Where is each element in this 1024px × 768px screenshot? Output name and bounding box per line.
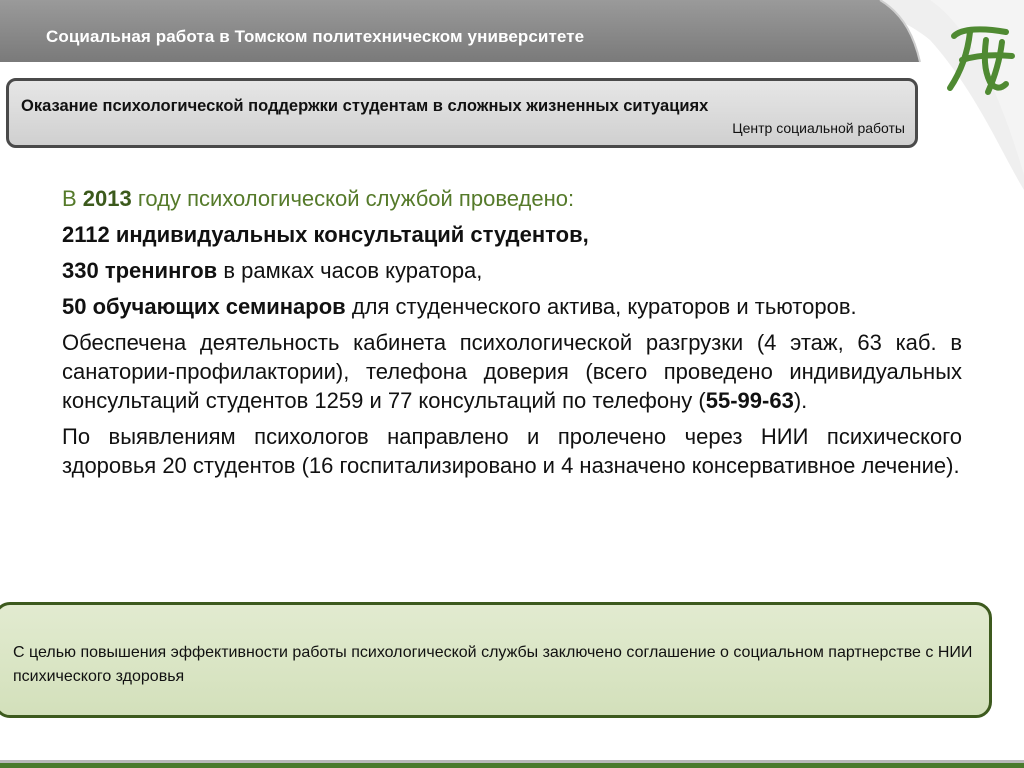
footer-line-green [0,763,1024,768]
intro-line [62,184,962,213]
logo-text: ТПУ [980,70,983,71]
seminars-count: 50 обучающих семинаров [62,294,346,319]
office-paragraph [62,328,962,415]
office-text-end: ). [793,388,808,413]
partnership-note-text: С целью повышения эффективности работы психологической службы заключено соглашение о социальном партнерстве с НИИ психического здоровья [13,644,973,685]
trainings-count: 330 тренингов [62,258,218,283]
intro-pre: В [62,186,83,211]
trainings-line [62,256,962,285]
consultations-count: 2112 индивидуальных консультаций студентов, [62,222,589,247]
subtitle-department: Центр социальной работы [732,120,905,136]
intro-post: году психологической службой проведено: [131,186,575,211]
main-content [62,184,962,487]
subtitle-main: Оказание психологической поддержки студентам в сложных жизненных ситуациях [21,97,709,115]
trainings-rest: в рамках часов куратора, [217,258,483,283]
tpu-logo [940,22,1020,98]
partnership-note-box [0,602,992,718]
seminars-rest: для студенческого актива, кураторов и тьюторов. [345,294,857,319]
consultations-line [62,220,962,249]
office-text: Обеспечена деятельность кабинета психологической разгрузки (4 этаж, 63 каб. в санатории-профилактории), телефона доверия (всего проведено индивидуальных консультаций студентов 1259 и 77 консультаций по телефону ( [62,330,962,413]
referrals-paragraph: По выявлениям психологов направлено и пролечено через НИИ психического здоровья 20 студентов (16 госпитализировано и 4 назначено консервативное лечение). [62,424,962,478]
subtitle-box [6,78,918,148]
hotline-phone: 55-99-63 [705,388,794,413]
header-title: Социальная работа в Томском политехническом университете [46,27,585,46]
seminars-line [62,292,962,321]
intro-year: 2013 [82,186,132,211]
